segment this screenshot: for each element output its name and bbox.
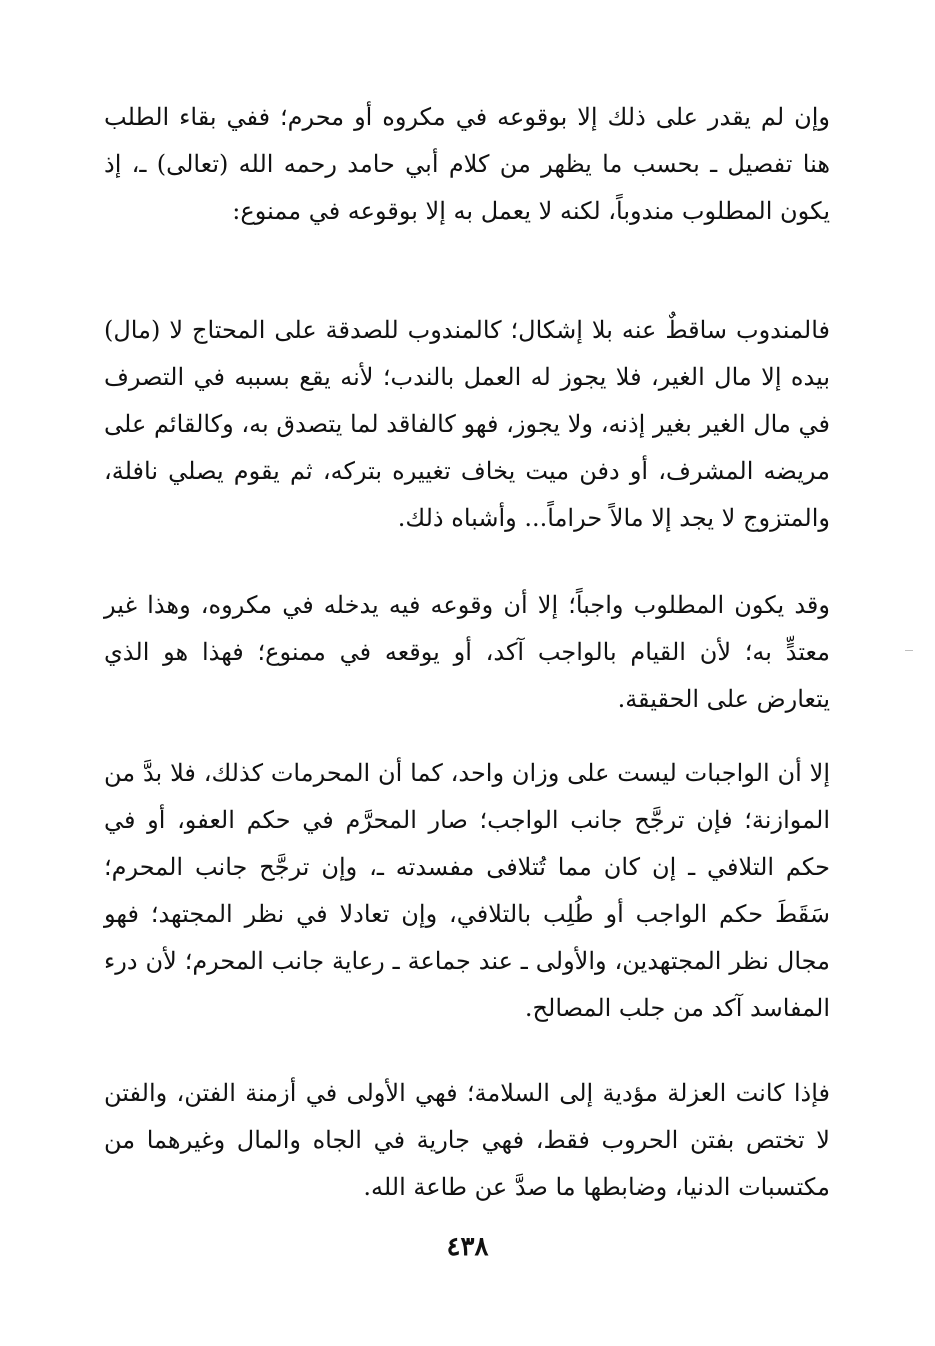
- paragraph-3: وقد يكون المطلوب واجباً؛ إلا أن وقوعه فيه يدخله في مكروه، وهذا غير معتدٍّ به؛ لأن القيام بالواجب آكد، أو يوقعه في ممنوع؛ فهذا هو الذي يتعارض على الحقيقة.: [104, 591, 830, 713]
- paragraph-1: وإن لم يقدر على ذلك إلا بوقوعه في مكروه أو محرم؛ ففي بقاء الطلب هنا تفصيل ـ بحسب ما يظهر من كلام أبي حامد رحمه الله (تعالى) ـ، إذ يكون المطلوب مندوباً، لكنه لا يعمل به إلا بوقوعه في ممنوع:: [104, 103, 830, 225]
- paragraph-5: فإذا كانت العزلة مؤدية إلى السلامة؛ فهي الأولى في أزمنة الفتن، والفتن لا تختص بفتن الحروب فقط، فهي جارية في الجاه والمال وغيرهما من مكتسبات الدنيا، وضابطها ما صدَّ عن طاعة الله.: [104, 1079, 830, 1201]
- page-edge-mark: [905, 650, 913, 654]
- paragraph-4: إلا أن الواجبات ليست على وزان واحد، كما أن المحرمات كذلك، فلا بدَّ من الموازنة؛ فإن ترجَّح جانب الواجب؛ صار المحرَّم في حكم العفو، أو في حكم التلافي ـ إن كان مما تُتلافى مفسدته ـ، وإن ترجَّح جانب المحرم؛ سَقَطَ حكم الواجب أو طُلِب بالتلافي، وإن تعادلا في نظر المجتهد؛ فهو مجال نظر المجتهدين، والأولى ـ عند جماعة ـ رعاية جانب المحرم؛ لأن درء المفاسد آكد من جلب المصالح.: [104, 759, 830, 1022]
- paragraph-2: فالمندوب ساقطٌ عنه بلا إشكال؛ كالمندوب للصدقة على المحتاج لا (مال) بيده إلا مال الغير، فلا يجوز له العمل بالندب؛ لأنه يقع بسببه في التصرف في مال الغير بغير إذنه، ولا يجوز، فهو كالفاقد لما يتصدق به، وكالقائم على مريضه المشرف، أو دفن ميت يخاف تغييره بتركه، ثم يقوم يصلي نافلة، والمتزوج لا يجد إلا مالاً حراماً... وأشباه ذلك.: [104, 316, 831, 532]
- page-number: ٤٣٨: [446, 1232, 489, 1262]
